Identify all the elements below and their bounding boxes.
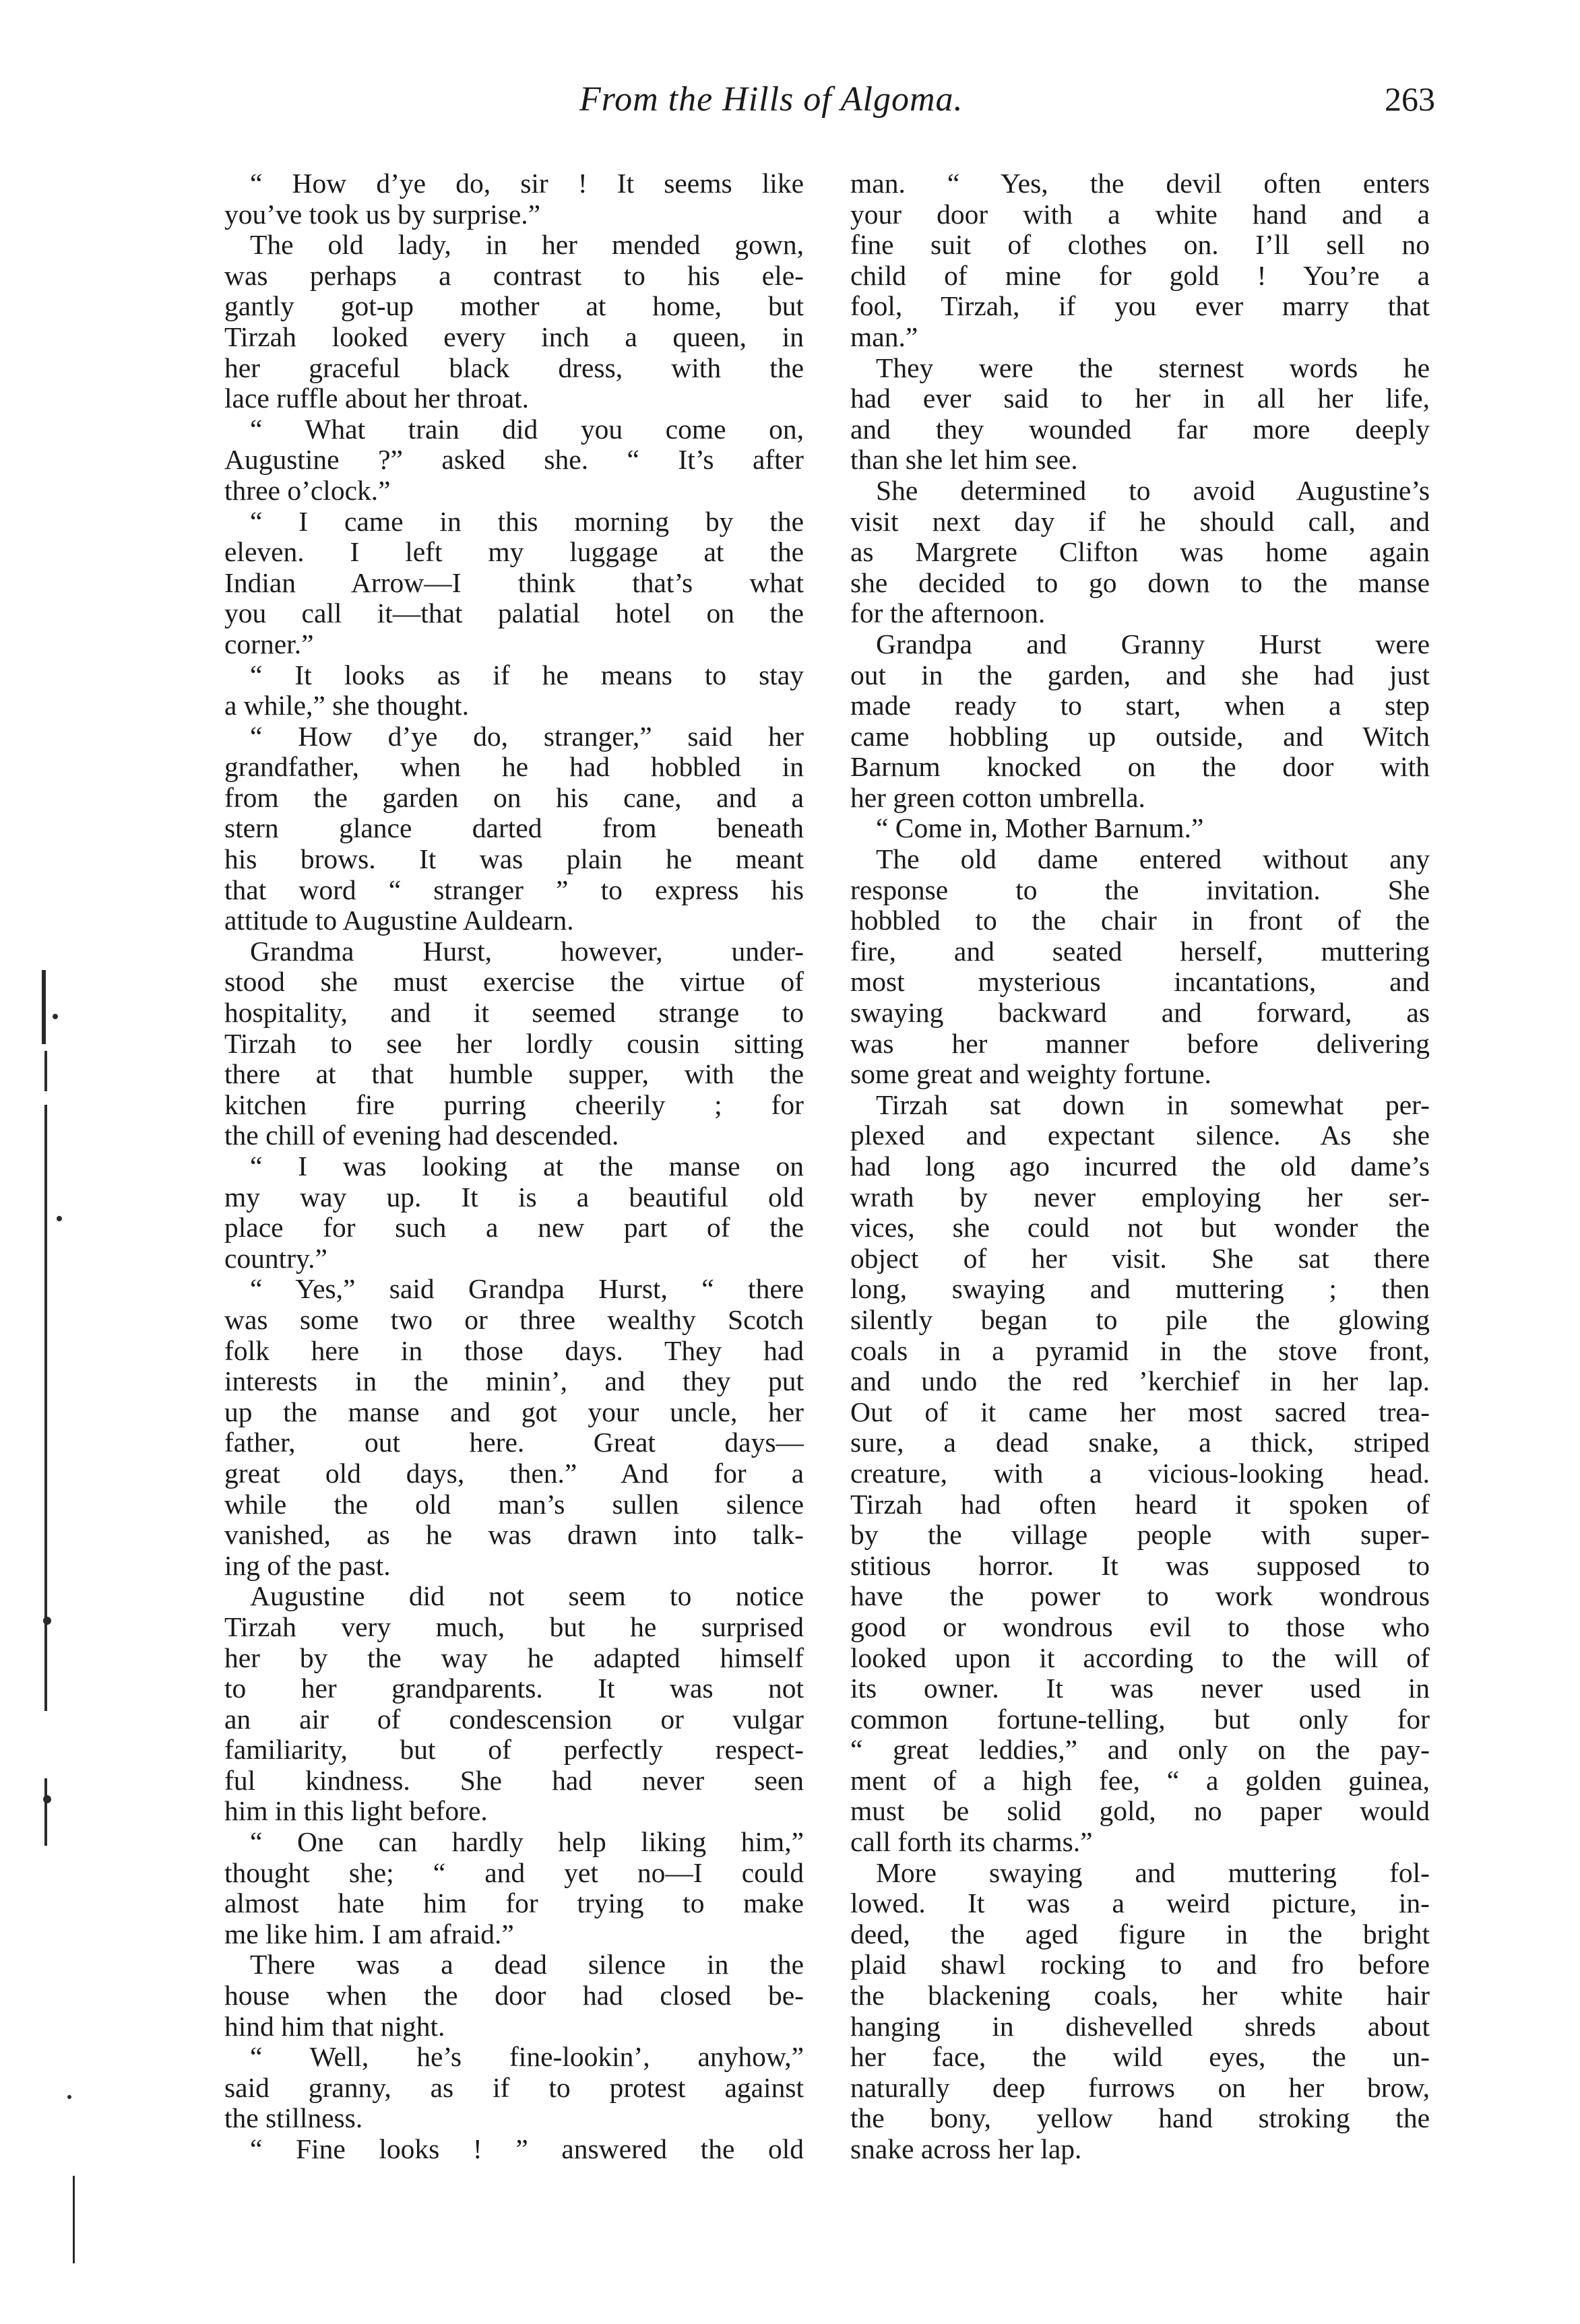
text-line: “ Well, he’s fine-lookin’, anyhow,” (250, 2042, 804, 2073)
text-line: made ready to start, when a step (850, 690, 1430, 721)
text-line: her green cotton umbrella. (850, 782, 1145, 813)
text-line: grandfather, when he had hobbled in (224, 752, 804, 783)
right-text-column (850, 168, 1430, 2165)
text-line: call forth its charms.” (850, 1827, 1093, 1858)
text-line: man. “ Yes, the devil often enters (850, 168, 1430, 199)
text-line: deed, the aged figure in the bright (850, 1918, 1430, 1949)
text-line: there at that humble supper, with the (224, 1059, 804, 1090)
text-line: an air of condescension or vulgar (224, 1704, 804, 1735)
text-line: stern glance darted from beneath (224, 813, 804, 844)
text-line: fire, and seated herself, muttering (850, 936, 1430, 967)
text-line: Tirzah looked every inch a queen, in (224, 321, 804, 352)
text-line: have the power to work wondrous (850, 1581, 1430, 1612)
text-line: “ I was looking at the manse on (250, 1151, 804, 1182)
text-line: Indian Arrow—I think that’s what (224, 567, 804, 598)
text-line: ing of the past. (224, 1550, 391, 1581)
margin-scan-mark (44, 1051, 47, 1091)
text-line: a while,” she thought. (224, 690, 470, 721)
text-line: Grandpa and Granny Hurst were (876, 628, 1430, 659)
text-line: three o’clock.” (224, 475, 391, 506)
text-line: than she let him see. (850, 445, 1078, 476)
text-line: familiarity, but of perfectly respect- (224, 1735, 804, 1766)
text-line: her face, the wild eyes, the un- (850, 2042, 1430, 2073)
margin-scan-dot (67, 2095, 71, 2099)
text-line: “ How d’ye do, stranger,” said her (250, 721, 804, 752)
text-line: folk here in those days. They had (224, 1335, 804, 1366)
margin-scan-dot (43, 1795, 51, 1803)
text-line: and undo the red ’kerchief in her lap. (850, 1366, 1430, 1397)
text-line: hobbled to the chair in front of the (850, 905, 1430, 936)
text-line: as Margrete Clifton was home again (850, 537, 1430, 568)
text-line: by the village people with super- (850, 1520, 1430, 1551)
text-line: your door with a white hand and a (850, 199, 1430, 230)
text-line: Barnum knocked on the door with (850, 752, 1430, 783)
text-line: ful kindness. She had never seen (224, 1765, 804, 1796)
text-line: place for such a new part of the (224, 1213, 804, 1244)
text-line: child of mine for gold ! You’re a (850, 260, 1430, 291)
text-line: Augustine ?” asked she. “ It’s after (224, 445, 804, 476)
text-line: she decided to go down to the manse (850, 567, 1430, 598)
text-line: had long ago incurred the old dame’s (850, 1151, 1430, 1182)
margin-scan-mark (73, 2176, 75, 2263)
text-line: long, swaying and muttering ; then (850, 1274, 1430, 1305)
text-line: naturally deep furrows on her brow, (850, 2072, 1430, 2103)
text-line: wrath by never employing her ser- (850, 1182, 1430, 1213)
text-line: must be solid gold, no paper would (850, 1796, 1430, 1827)
text-line: More swaying and muttering fol- (876, 1857, 1430, 1888)
page-header (552, 79, 1435, 133)
text-line: fool, Tirzah, if you ever marry that (850, 291, 1430, 322)
text-line: was some two or three wealthy Scotch (224, 1304, 804, 1335)
text-line: country.” (224, 1243, 327, 1274)
text-line: while the old man’s sullen silence (224, 1489, 804, 1520)
text-line: ment of a high fee, “ a golden guinea, (850, 1765, 1430, 1796)
text-line: lace ruffle about her throat. (224, 383, 530, 414)
text-line: said granny, as if to protest against (224, 2072, 804, 2103)
text-line: swaying backward and forward, as (850, 998, 1430, 1029)
text-line: looked upon it according to the will of (850, 1642, 1430, 1673)
text-line: to her grandparents. It was not (224, 1673, 804, 1704)
text-line: They were the sternest words he (876, 352, 1430, 383)
text-line: her by the way he adapted himself (224, 1642, 804, 1673)
margin-scan-mark (44, 1778, 47, 1846)
text-line: hind him that night. (224, 2011, 445, 2042)
text-line: father, out here. Great days— (224, 1427, 804, 1458)
text-line: that word “ stranger ” to express his (224, 874, 804, 905)
text-line: his brows. It was plain he meant (224, 844, 804, 875)
text-line: Tirzah very much, but he surprised (224, 1611, 804, 1642)
text-line: sure, a dead snake, a thick, striped (850, 1427, 1430, 1458)
text-line: great old days, then.” And for a (224, 1458, 804, 1489)
text-line: hospitality, and it seemed strange to (224, 998, 804, 1029)
text-line: Tirzah to see her lordly cousin sitting (224, 1028, 804, 1059)
text-line: The old dame entered without any (876, 844, 1430, 875)
text-line: gantly got-up mother at home, but (224, 291, 804, 322)
text-line: interests in the minin’, and they put (224, 1366, 804, 1397)
text-line: response to the invitation. She (850, 874, 1430, 905)
page-number: 263 (1385, 80, 1435, 118)
text-line: stood she must exercise the virtue of (224, 967, 804, 998)
text-line: Tirzah had often heard it spoken of (850, 1489, 1430, 1520)
text-line: corner.” (224, 628, 314, 659)
text-line: She determined to avoid Augustine’s (876, 475, 1430, 506)
text-line: vanished, as he was drawn into talk- (224, 1520, 804, 1551)
text-line: “ One can hardly help liking him,” (250, 1827, 804, 1858)
text-line: vices, she could not but wonder the (850, 1213, 1430, 1244)
text-line: up the manse and got your uncle, her (224, 1396, 804, 1427)
text-line: the chill of evening had descended. (224, 1120, 619, 1151)
text-line: fine suit of clothes on. I’ll sell no (850, 230, 1430, 261)
text-line: the stillness. (224, 2103, 363, 2134)
text-line: “ Come in, Mother Barnum.” (876, 813, 1204, 844)
text-line: snake across her lap. (850, 2134, 1082, 2164)
text-line: lowed. It was a weird picture, in- (850, 1888, 1430, 1919)
text-line: kitchen fire purring cheerily ; for (224, 1089, 804, 1120)
text-line: common fortune-telling, but only for (850, 1704, 1430, 1735)
text-line: me like him. I am afraid.” (224, 1918, 514, 1949)
text-line: Grandma Hurst, however, under- (250, 936, 804, 967)
text-line: was her manner before delivering (850, 1028, 1430, 1059)
text-line: almost hate him for trying to make (224, 1888, 804, 1919)
text-line: thought she; “ and yet no—I could (224, 1857, 804, 1888)
text-line: Tirzah sat down in somewhat per- (876, 1089, 1430, 1120)
text-line: house when the door had closed be- (224, 1980, 804, 2011)
text-line: object of her visit. She sat there (850, 1243, 1430, 1274)
text-line: had ever said to her in all her life, (850, 383, 1430, 414)
text-line: you’ve took us by surprise.” (224, 199, 541, 230)
text-line: you call it—that palatial hotel on the (224, 598, 804, 629)
text-line: came hobbling up outside, and Witch (850, 721, 1430, 752)
text-line: for the afternoon. (850, 598, 1046, 629)
margin-scan-dot (43, 1617, 51, 1625)
text-line: good or wondrous evil to those who (850, 1611, 1430, 1642)
text-line: The old lady, in her mended gown, (250, 230, 804, 261)
margin-scan-dot (57, 1216, 62, 1221)
text-line: “ Yes,” said Grandpa Hurst, “ there (250, 1274, 804, 1305)
text-line: “ great leddies,” and only on the pay- (850, 1735, 1430, 1766)
running-title: From the Hills of Algoma. (579, 80, 963, 119)
text-line: “ How d’ye do, sir ! It seems like (250, 168, 804, 199)
text-line: Out of it came her most sacred trea- (850, 1396, 1430, 1427)
text-line: its owner. It was never used in (850, 1673, 1430, 1704)
text-line: the bony, yellow hand stroking the (850, 2103, 1430, 2134)
text-line: and they wounded far more deeply (850, 414, 1430, 445)
text-line: Augustine did not seem to notice (250, 1581, 804, 1612)
text-line: creature, with a vicious-looking head. (850, 1458, 1430, 1489)
text-line: from the garden on his cane, and a (224, 782, 804, 813)
left-text-column (224, 168, 804, 2165)
text-line: the blackening coals, her white hair (850, 1980, 1430, 2011)
text-line: plaid shawl rocking to and fro before (850, 1949, 1430, 1980)
text-line: “ It looks as if he means to stay (250, 659, 804, 690)
text-line: eleven. I left my luggage at the (224, 537, 804, 568)
margin-scan-dot (53, 1014, 58, 1019)
text-line: most mysterious incantations, and (850, 967, 1430, 998)
text-line: was perhaps a contrast to his ele- (224, 260, 804, 291)
text-line: visit next day if he should call, and (850, 506, 1430, 537)
text-line: “ Fine looks ! ” answered the old (250, 2134, 804, 2164)
text-line: plexed and expectant silence. As she (850, 1120, 1430, 1151)
text-line: some great and weighty fortune. (850, 1059, 1211, 1090)
text-line: “ What train did you come on, (250, 414, 804, 445)
text-line: “ I came in this morning by the (250, 506, 804, 537)
text-line: attitude to Augustine Auldearn. (224, 905, 574, 936)
margin-scan-mark (42, 970, 46, 1044)
text-line: my way up. It is a beautiful old (224, 1182, 804, 1213)
text-line: man.” (850, 321, 918, 352)
text-line: out in the garden, and she had just (850, 659, 1430, 690)
text-line: her graceful black dress, with the (224, 352, 804, 383)
text-line: him in this light before. (224, 1796, 488, 1827)
text-line: coals in a pyramid in the stove front, (850, 1335, 1430, 1366)
text-line: There was a dead silence in the (250, 1949, 804, 1980)
text-line: stitious horror. It was supposed to (850, 1550, 1430, 1581)
text-line: hanging in dishevelled shreds about (850, 2011, 1430, 2042)
text-line: silently began to pile the glowing (850, 1304, 1430, 1335)
